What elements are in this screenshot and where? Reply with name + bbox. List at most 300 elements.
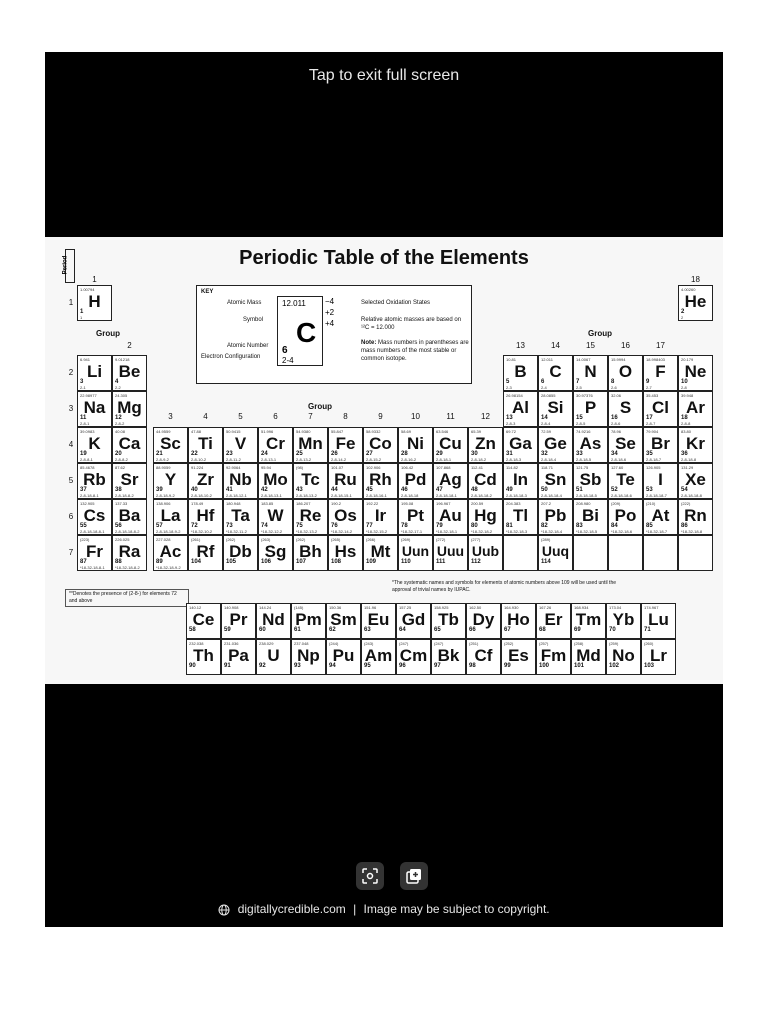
element-config: 2-8-18-18-1 — [436, 493, 457, 498]
element-symbol: K — [88, 434, 101, 453]
element-symbol: Ca — [118, 434, 141, 453]
globe-icon — [218, 904, 230, 916]
element-mass: 232.038 — [189, 641, 204, 646]
element-cell — [571, 639, 606, 675]
element-symbol: Cr — [266, 434, 285, 453]
element-config: 2-8-18-18-9-2 — [156, 529, 181, 534]
element-mass: (209) — [611, 501, 621, 506]
element-number: 95 — [364, 663, 371, 669]
element-config: 2-8-8 — [681, 421, 691, 426]
element-config: 2-8-18-7 — [646, 457, 662, 462]
element-symbol: Gd — [401, 610, 426, 629]
element-cell — [608, 463, 643, 499]
element-number: 2 — [681, 309, 685, 315]
element-symbol: Ge — [544, 434, 567, 453]
element-number: 46 — [401, 487, 408, 493]
element-number: 44 — [331, 487, 338, 493]
element-config: 2-8-18-18 — [401, 493, 419, 498]
key-example-cell — [277, 296, 323, 366]
element-number: 20 — [115, 451, 122, 457]
element-number: 72 — [191, 523, 198, 529]
element-mass: (252) — [504, 641, 514, 646]
element-config: 2-8-14-2 — [331, 457, 347, 462]
element-number: 29 — [436, 451, 443, 457]
element-symbol: Be — [118, 362, 141, 381]
element-symbol: Au — [439, 506, 462, 525]
element-symbol: Th — [193, 646, 214, 665]
element-mass: 168.934 — [574, 605, 589, 610]
element-config: 2-8-18-18-4 — [541, 493, 562, 498]
element-number: 61 — [294, 627, 301, 633]
element-mass: (262) — [226, 537, 236, 542]
element-mass: 63.546 — [436, 429, 449, 434]
element-mass: (210) — [646, 501, 656, 506]
element-cell — [153, 463, 188, 499]
element-number: 22 — [191, 451, 198, 457]
element-symbol: H — [88, 292, 101, 311]
element-number: 62 — [329, 627, 336, 633]
element-cell — [112, 463, 147, 499]
element-mass: 227.028 — [156, 537, 171, 542]
element-symbol: Sc — [160, 434, 181, 453]
key-legend — [196, 285, 472, 384]
element-mass: 186.207 — [296, 501, 311, 506]
element-mass: 226.025 — [115, 537, 130, 542]
element-number: 111 — [436, 559, 446, 565]
element-cell — [221, 603, 256, 639]
element-number: 52 — [611, 487, 618, 493]
element-cell — [291, 603, 326, 639]
element-mass: 192.22 — [366, 501, 379, 506]
element-number: 11 — [80, 415, 87, 421]
element-mass: (265) — [331, 537, 341, 542]
element-config: 2-8-7 — [646, 421, 656, 426]
element-cell — [573, 463, 608, 499]
element-number: 45 — [366, 487, 373, 493]
element-cell — [678, 463, 713, 499]
group-number-label: 7 — [308, 412, 313, 421]
element-symbol: Er — [544, 610, 563, 629]
element-cell — [361, 603, 396, 639]
element-number: 6 — [541, 379, 545, 385]
element-config: *18-32-18-9-2 — [156, 565, 181, 570]
element-cell — [328, 427, 363, 463]
element-symbol: C — [549, 362, 562, 381]
element-mass: 88.9059 — [156, 465, 171, 470]
element-config: *18-32-18-4 — [541, 529, 563, 534]
element-config: 2-8-18-15-1 — [331, 493, 352, 498]
element-number: 15 — [576, 415, 583, 421]
element-cell — [643, 463, 678, 499]
element-mass: (247) — [434, 641, 444, 646]
element-cell — [396, 639, 431, 675]
element-config: 2-8-18-2 — [471, 457, 487, 462]
element-cell — [433, 463, 468, 499]
element-cell — [503, 499, 538, 535]
element-symbol: Ar — [686, 398, 705, 417]
group-number-label: 11 — [446, 412, 455, 421]
element-number: 99 — [504, 663, 511, 669]
element-mass: (257) — [539, 641, 549, 646]
element-number: 54 — [681, 487, 688, 493]
element-symbol: Uuq — [541, 543, 570, 559]
element-number: 14 — [541, 415, 548, 421]
element-mass: (98) — [296, 465, 304, 470]
element-symbol: La — [160, 506, 181, 525]
element-number: 28 — [401, 451, 408, 457]
element-symbol: Kr — [686, 434, 705, 453]
element-symbol: Lu — [648, 610, 669, 629]
element-mass: (247) — [399, 641, 409, 646]
element-number: 33 — [576, 451, 583, 457]
element-symbol: Y — [164, 470, 177, 489]
group-number-label: 3 — [168, 412, 173, 421]
element-symbol: Db — [229, 542, 252, 561]
element-mass: 18.998403 — [646, 357, 665, 362]
element-cell — [468, 463, 503, 499]
element-number: 63 — [364, 627, 371, 633]
element-config: 2-1 — [80, 385, 86, 390]
empty-element-cell — [678, 535, 713, 571]
element-mass: (272) — [436, 537, 446, 542]
element-mass: 69.72 — [506, 429, 517, 434]
element-symbol: Yb — [612, 610, 635, 629]
element-symbol: Sb — [579, 470, 602, 489]
group-number-label: 5 — [238, 412, 243, 421]
element-cell — [573, 499, 608, 535]
element-number: 18 — [681, 415, 688, 421]
element-number: 34 — [611, 451, 618, 457]
element-symbol: Ni — [407, 434, 424, 453]
element-symbol: Eu — [367, 610, 390, 629]
element-mass: 121.75 — [576, 465, 589, 470]
element-config: *18-32-18-2 — [471, 529, 493, 534]
element-config: 2-8-6 — [611, 421, 621, 426]
element-mass: 39.948 — [681, 393, 694, 398]
element-cell — [606, 639, 641, 675]
element-config: 2-8-8-2 — [115, 457, 128, 462]
key-example-symbol: C — [296, 317, 317, 348]
element-cell — [608, 355, 643, 391]
period-number-label: 1 — [68, 298, 74, 307]
element-symbol: Nd — [262, 610, 285, 629]
element-number: 24 — [261, 451, 268, 457]
element-mass: 173.04 — [609, 605, 622, 610]
element-config: 2-8-10-2 — [191, 457, 207, 462]
element-mass: 138.906 — [156, 501, 171, 506]
element-mass: 79.904 — [646, 429, 659, 434]
element-cell — [361, 639, 396, 675]
element-cell — [466, 639, 501, 675]
element-config: *18-32-18-8-1 — [80, 565, 105, 570]
element-number: 47 — [436, 487, 443, 493]
element-symbol: Rn — [684, 506, 707, 525]
element-config: 2-8-5 — [576, 421, 586, 426]
element-cell — [536, 639, 571, 675]
element-mass: 164.930 — [504, 605, 519, 610]
element-mass: 72.59 — [541, 429, 552, 434]
element-symbol: At — [651, 506, 670, 525]
element-config: *18-32-18-6 — [611, 529, 633, 534]
element-cell — [77, 427, 112, 463]
element-symbol: N — [584, 362, 597, 381]
element-config: 2-8-13-1 — [261, 457, 277, 462]
element-config: 2-6 — [611, 385, 617, 390]
element-symbol: Sm — [330, 610, 357, 629]
element-cell — [186, 639, 221, 675]
element-symbol: He — [684, 292, 707, 311]
element-mass: (289) — [541, 537, 551, 542]
element-config: 2-8-18-16-1 — [366, 493, 387, 498]
element-symbol: Dy — [472, 610, 495, 629]
element-cell — [678, 285, 713, 321]
element-symbol: Cm — [399, 646, 428, 665]
element-number: 98 — [469, 663, 476, 669]
element-mass: 44.9559 — [156, 429, 171, 434]
element-symbol: Tl — [512, 506, 529, 525]
element-config: 2-8-18-4 — [541, 457, 557, 462]
element-symbol: Cd — [474, 470, 497, 489]
element-mass: 200.59 — [471, 501, 484, 506]
element-config: 2-8-1 — [80, 421, 90, 426]
element-symbol: Pt — [407, 506, 424, 525]
element-cell — [538, 499, 573, 535]
element-cell — [536, 603, 571, 639]
element-number: 31 — [506, 451, 513, 457]
element-cell — [188, 463, 223, 499]
element-cell — [433, 499, 468, 535]
element-cell — [573, 391, 608, 427]
fullscreen-image-viewer[interactable] — [45, 52, 723, 927]
group-number-label: 14 — [551, 341, 560, 350]
element-mass: 9.01218 — [115, 357, 130, 362]
element-cell — [503, 427, 538, 463]
element-number: 78 — [401, 523, 408, 529]
element-cell — [256, 639, 291, 675]
key-example-mass: 12.011 — [282, 299, 306, 308]
element-cell — [538, 427, 573, 463]
element-cell — [223, 463, 258, 499]
element-symbol: No — [612, 646, 635, 665]
element-cell — [328, 535, 363, 571]
element-symbol: Ho — [507, 610, 530, 629]
element-number: 38 — [115, 487, 122, 493]
element-mass: 102.906 — [366, 465, 381, 470]
element-symbol: Cf — [474, 646, 493, 665]
element-symbol: Al — [512, 398, 529, 417]
element-symbol: Te — [616, 470, 635, 489]
element-symbol: Ta — [231, 506, 250, 525]
key-ox-state: +4 — [325, 319, 335, 328]
element-symbol: F — [655, 362, 666, 381]
element-mass: 101.07 — [331, 465, 344, 470]
element-number: 65 — [434, 627, 441, 633]
element-cell — [538, 391, 573, 427]
element-symbol: Hf — [196, 506, 215, 525]
element-symbol: Lr — [650, 646, 667, 665]
element-mass: 196.967 — [436, 501, 451, 506]
element-mass: 58.9332 — [366, 429, 381, 434]
element-symbol: Fm — [540, 646, 567, 665]
element-mass: 178.49 — [191, 501, 204, 506]
element-mass: 15.9994 — [611, 357, 626, 362]
element-number: 86 — [681, 523, 688, 529]
element-number: 40 — [191, 487, 198, 493]
element-config: 2-8-18-1 — [436, 457, 452, 462]
element-number: 19 — [80, 451, 87, 457]
group-number-label: 8 — [343, 412, 348, 421]
element-config: 2-2 — [115, 385, 121, 390]
element-symbol: Sg — [264, 542, 287, 561]
element-cell — [678, 499, 713, 535]
element-cell — [643, 499, 678, 535]
element-cell — [433, 535, 468, 571]
element-symbol: P — [584, 398, 597, 417]
element-mass: 91.224 — [191, 465, 204, 470]
element-config: *18-32-13-2 — [296, 529, 318, 534]
element-mass: 50.9415 — [226, 429, 241, 434]
empty-element-cell — [608, 535, 643, 571]
element-config: *18-32-18-8-2 — [115, 565, 140, 570]
element-number: 35 — [646, 451, 653, 457]
element-number: 57 — [156, 523, 163, 529]
group-number-label: 9 — [378, 412, 383, 421]
element-mass: 106.42 — [401, 465, 414, 470]
key-atomic-number-label: Atomic Number — [227, 343, 269, 349]
element-cell — [398, 499, 433, 535]
element-mass: 51.996 — [261, 429, 274, 434]
element-config: 2-5 — [576, 385, 582, 390]
element-symbol: Ag — [439, 470, 462, 489]
note-elements-72: **Denotes the presence of (2-8-) for elements 72 and above — [65, 589, 189, 607]
element-number: 80 — [471, 523, 478, 529]
element-cell — [608, 499, 643, 535]
element-cell — [153, 499, 188, 535]
element-symbol: Pr — [229, 610, 248, 629]
source-link[interactable]: digitallycredible.com — [237, 902, 346, 916]
element-symbol: Rb — [83, 470, 106, 489]
element-number: 76 — [331, 523, 338, 529]
element-number: 104 — [191, 559, 202, 565]
element-number: 101 — [574, 663, 585, 669]
element-mass: 47.88 — [191, 429, 202, 434]
element-mass: 65.39 — [471, 429, 482, 434]
element-cell — [77, 535, 112, 571]
element-mass: 20.179 — [681, 357, 694, 362]
lens-search-button[interactable] — [356, 862, 384, 890]
element-cell — [77, 463, 112, 499]
element-symbol: Np — [297, 646, 320, 665]
element-number: 93 — [294, 663, 301, 669]
element-config: 2-8-18-12-1 — [226, 493, 247, 498]
element-symbol: Ra — [118, 542, 141, 561]
element-symbol: Po — [614, 506, 637, 525]
key-ox-state: −4 — [325, 297, 335, 306]
element-mass: (223) — [80, 537, 90, 542]
element-number: 94 — [329, 663, 336, 669]
element-number: 110 — [401, 559, 411, 565]
period-heading: Period — [62, 255, 69, 275]
element-mass: 83.80 — [681, 429, 692, 434]
element-mass: 157.25 — [399, 605, 412, 610]
key-electron-config-label: Electron Configuration — [201, 354, 261, 360]
element-symbol: Os — [334, 506, 357, 525]
element-cell — [291, 639, 326, 675]
element-config: 2 — [681, 315, 684, 320]
element-symbol: S — [619, 398, 632, 417]
element-symbol: Cu — [439, 434, 462, 453]
element-cell — [501, 639, 536, 675]
element-symbol: Ac — [159, 542, 182, 561]
image-search-icon — [406, 868, 422, 884]
group-number-label: 16 — [621, 341, 630, 350]
image-search-button[interactable] — [400, 862, 428, 890]
element-number: 60 — [259, 627, 266, 633]
element-number: 73 — [226, 523, 233, 529]
element-symbol: Pb — [544, 506, 567, 525]
element-symbol: Hs — [334, 542, 357, 561]
element-cell — [363, 427, 398, 463]
element-cell — [503, 355, 538, 391]
element-mass: 107.868 — [436, 465, 451, 470]
element-mass: 126.905 — [646, 465, 661, 470]
element-number: 70 — [609, 627, 616, 633]
element-cell — [466, 603, 501, 639]
exit-fullscreen-button[interactable]: Tap to exit full screen — [308, 67, 460, 84]
element-cell — [431, 639, 466, 675]
element-mass: (261) — [191, 537, 201, 542]
element-number: 97 — [434, 663, 441, 669]
empty-element-cell — [643, 535, 678, 571]
element-cell — [433, 427, 468, 463]
element-config: 2-8-18-18-2 — [471, 493, 492, 498]
element-config: 2-8-2 — [115, 421, 125, 426]
element-number: 12 — [115, 415, 122, 421]
element-symbol: In — [512, 470, 529, 489]
element-config: 2-4 — [541, 385, 547, 390]
element-number: 53 — [646, 487, 653, 493]
element-number: 106 — [261, 559, 272, 565]
element-config: 2-8-4 — [541, 421, 551, 426]
element-cell — [678, 427, 713, 463]
element-config: 2-8-18-5 — [576, 457, 592, 462]
group-number-label: 15 — [586, 341, 595, 350]
element-cell — [256, 603, 291, 639]
element-config: *18-32-15-2 — [366, 529, 388, 534]
element-mass: (259) — [609, 641, 619, 646]
empty-element-cell — [503, 535, 538, 571]
element-mass: (260) — [644, 641, 654, 646]
element-config: 2-8-15-2 — [366, 457, 382, 462]
element-mass: 54.9380 — [296, 429, 311, 434]
element-config: 2-8-13-2 — [296, 457, 312, 462]
element-number: 48 — [471, 487, 478, 493]
key-ox-state: +2 — [325, 308, 335, 317]
element-cell — [77, 355, 112, 391]
element-symbol: Fe — [335, 434, 356, 453]
element-config: 2-8-18-8-1 — [80, 493, 99, 498]
element-cell — [77, 285, 112, 321]
element-number: 17 — [646, 415, 653, 421]
element-number: 8 — [611, 379, 615, 385]
element-number: 23 — [226, 451, 233, 457]
element-mass: 30.97376 — [576, 393, 593, 398]
element-mass: 28.0855 — [541, 393, 556, 398]
element-config: 2-8-11-2 — [226, 457, 241, 462]
element-mass: 87.62 — [115, 465, 126, 470]
element-symbol: Pd — [404, 470, 427, 489]
element-number: 90 — [189, 663, 196, 669]
